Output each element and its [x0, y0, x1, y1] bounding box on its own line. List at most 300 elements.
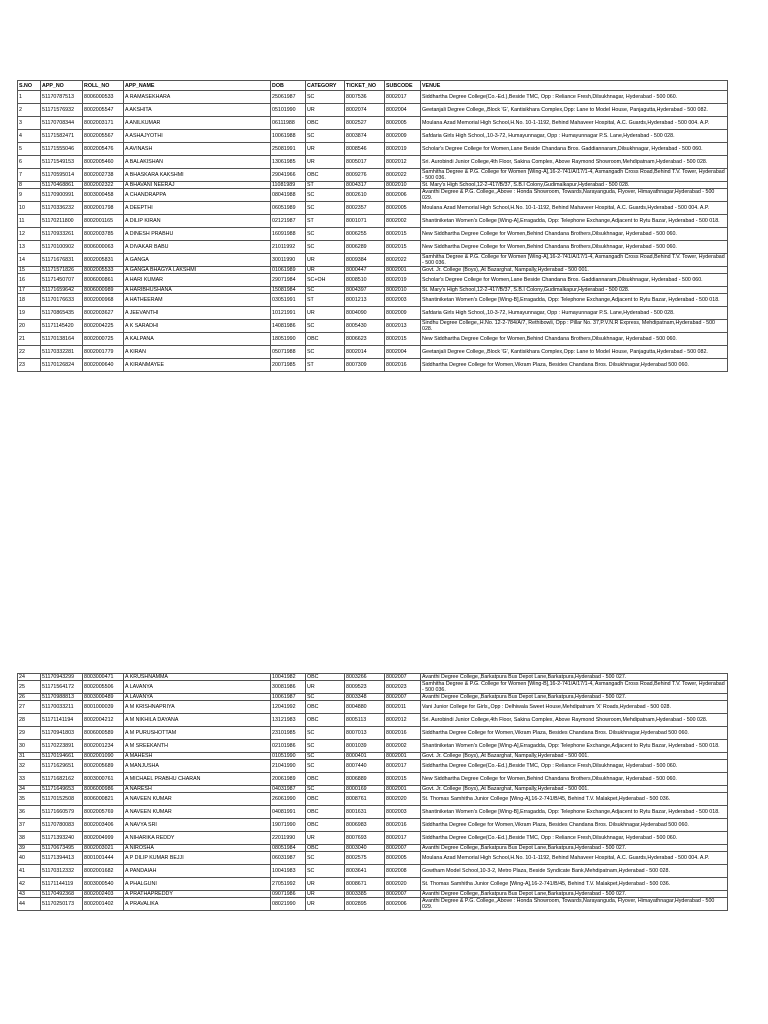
dob-cell: 10041982 [271, 674, 306, 681]
subcode-cell: 8002001 [385, 267, 421, 274]
category-cell: OBC [306, 806, 345, 819]
venue-cell: Moulana Azad Memorial High School,H.No. 10-1-1192, Behind Mahaveer Hospital, A.C. Guards,Hyderabad - 500 004. A.P. [421, 117, 728, 130]
ticket-no-cell: 8007536 [345, 91, 385, 104]
sno-cell: 22 [18, 346, 41, 359]
category-cell: SC+OH [306, 274, 345, 287]
app-name-cell: A DINESH PRABHU [124, 228, 271, 241]
venue-cell: Moulana Azad Memorial High School,H.No. 10-1-1192, Behind Mahaveer Hospital, A.C. Guards,Hyderabad - 500 004. A.P. [421, 202, 728, 215]
app-name-cell: A RAMASEKHARA [124, 91, 271, 104]
roll-no-cell: 8002005831 [83, 254, 124, 267]
ticket-no-cell: 8007309 [345, 359, 385, 372]
app-no-cell: 51170468861 [41, 182, 83, 189]
col-header-venue: VENUE [421, 81, 728, 91]
table-row [18, 359, 728, 372]
subcode-cell: 8002015 [385, 773, 421, 786]
ticket-no-cell: 8002357 [345, 202, 385, 215]
roll-no-cell: 8002001090 [83, 753, 124, 760]
roll-no-cell: 8006000533 [83, 91, 124, 104]
ticket-no-cell: 8004090 [345, 307, 385, 320]
ticket-no-cell: 8002074 [345, 104, 385, 117]
sno-cell: 5 [18, 143, 41, 156]
roll-no-cell: 8002001165 [83, 215, 124, 228]
dob-cell: 09071986 [271, 891, 306, 898]
subcode-cell: 8002006 [385, 898, 421, 911]
dob-cell: 02121987 [271, 215, 306, 228]
roll-no-cell: 8006000589 [83, 727, 124, 740]
sno-cell: 33 [18, 773, 41, 786]
table-row [18, 156, 728, 169]
roll-no-cell: 8002005689 [83, 760, 124, 773]
venue-cell: Sri. Aurobindi Junior College,4th Floor, Sakina Complex, Above Raymond Showroom,Mehdipatnam,Hyderabad - 500 028. [421, 156, 728, 169]
dob-cell: 29071984 [271, 274, 306, 287]
subcode-cell: 8002007 [385, 674, 421, 681]
sno-cell: 11 [18, 215, 41, 228]
category-cell: ST [306, 359, 345, 372]
app-name-cell: A BHASKARA KAKSHMI [124, 169, 271, 182]
table-row [18, 182, 728, 189]
sno-cell: 23 [18, 359, 41, 372]
col-header-sno: S.NO [18, 81, 41, 91]
ticket-no-cell: 8001213 [345, 294, 385, 307]
dob-cell: 19071990 [271, 819, 306, 832]
venue-cell: Samhitha Degree & P.G. College for Women [Wing-A],16-2-741/A/17/1-4, Asmangadh Cross Road,Behind T.V. Tower, Hyderabad - 500 036. [421, 169, 728, 182]
sno-cell: 17 [18, 287, 41, 294]
table-row [18, 215, 728, 228]
subcode-cell: 8002003 [385, 806, 421, 819]
ticket-no-cell: 8007440 [345, 760, 385, 773]
category-cell: OBC [306, 333, 345, 346]
subcode-cell: 8002023 [385, 681, 421, 694]
roll-no-cell: 8002004212 [83, 714, 124, 727]
subcode-cell: 8002015 [385, 228, 421, 241]
app-name-cell: A MANJUSHA [124, 760, 271, 773]
dob-cell: 25061987 [271, 91, 306, 104]
sno-cell: 12 [18, 228, 41, 241]
roll-no-cell: 8002003021 [83, 845, 124, 852]
app-name-cell: A BALAKISHAN [124, 156, 271, 169]
ticket-no-cell: 8008546 [345, 143, 385, 156]
app-no-cell: 51170250173 [41, 898, 83, 911]
roll-no-cell: 8006000861 [83, 274, 124, 287]
roll-no-cell: 8002005460 [83, 156, 124, 169]
table-row [18, 865, 728, 878]
app-name-cell: A GANGA BHAGYA LAKSHMI [124, 267, 271, 274]
dob-cell: 05101990 [271, 104, 306, 117]
subcode-cell: 8002019 [385, 143, 421, 156]
category-cell: OBC [306, 845, 345, 852]
subcode-cell: 8002008 [385, 865, 421, 878]
sno-cell: 18 [18, 294, 41, 307]
venue-cell: Moulana Azad Memorial High School,H.No. 10-1-1192, Behind Mahaveer Hospital, A.C. Guards,Hyderabad - 500 004. A.P. [421, 852, 728, 865]
roll-no-cell: 8002001779 [83, 346, 124, 359]
roll-no-cell: 8002002322 [83, 182, 124, 189]
dob-cell: 02101986 [271, 740, 306, 753]
sno-cell: 1 [18, 91, 41, 104]
roll-no-cell: 8002005547 [83, 104, 124, 117]
venue-cell: Avanthi Degree College,,Barkatpura Bus Depot Lane,Barkatpura,Hyderabad - 500 027. [421, 891, 728, 898]
app-name-cell: A KRUSHNAMMA [124, 674, 271, 681]
table-row [18, 714, 728, 727]
ticket-no-cell: 8006623 [345, 333, 385, 346]
app-no-cell: 51170100902 [41, 241, 83, 254]
ticket-no-cell: 8003874 [345, 130, 385, 143]
subcode-cell: 8002012 [385, 714, 421, 727]
ticket-no-cell: 8000447 [345, 267, 385, 274]
app-no-cell: 51170336232 [41, 202, 83, 215]
ticket-no-cell: 8005017 [345, 156, 385, 169]
venue-cell: Scholar's Degree College for Women,Lane Beside Chandana Bros. Gaddiannaram,Dilsukhnagar, Hyderabad - 500 060. [421, 274, 728, 287]
venue-cell: Gowtham Model School,10-3-2, Metro Plaza, Beside Syndicate Bank,Mehdipatnam,Hyderabad - 500 028. [421, 865, 728, 878]
app-no-cell: 51171145420 [41, 320, 83, 333]
subcode-cell: 8002003 [385, 294, 421, 307]
sno-cell: 27 [18, 701, 41, 714]
candidate-table-page-1 [17, 80, 728, 372]
roll-no-cell: 8002003627 [83, 307, 124, 320]
roll-no-cell: 8002004999 [83, 832, 124, 845]
app-no-cell: 51170941803 [41, 727, 83, 740]
table-row [18, 681, 728, 694]
table-row [18, 786, 728, 793]
roll-no-cell: 8002000640 [83, 359, 124, 372]
app-name-cell: A NIROSHA [124, 845, 271, 852]
sno-cell: 37 [18, 819, 41, 832]
app-name-cell: A NAVYA SRI [124, 819, 271, 832]
app-no-cell: 51170312332 [41, 865, 83, 878]
venue-cell: Geetanjali Degree College,,Block 'G', Kantisikhara Complex,Opp: Lane to Model House, Panjagutta,Hyderabad - 500 082. [421, 104, 728, 117]
subcode-cell: 8002010 [385, 287, 421, 294]
app-name-cell: A K SARADHI [124, 320, 271, 333]
category-cell: SC [306, 865, 345, 878]
subcode-cell: 8002012 [385, 156, 421, 169]
col-header-category: CATEGORY [306, 81, 345, 91]
category-cell: OBC [306, 674, 345, 681]
table-row [18, 852, 728, 865]
app-no-cell: 51170595014 [41, 169, 83, 182]
roll-no-cell: 8002001798 [83, 202, 124, 215]
app-no-cell: 51170126824 [41, 359, 83, 372]
app-no-cell: 51170492368 [41, 891, 83, 898]
venue-cell: Shantiniketan Women's College [Wing-B],Erragadda, Opp: Telephone Exchange,Adjacent to Rytu Bazar, Hyderabad - 500 018. [421, 806, 728, 819]
app-no-cell: 51171564172 [41, 681, 83, 694]
dob-cell: 14081986 [271, 320, 306, 333]
app-name-cell: A MAHESH [124, 753, 271, 760]
dob-cell: 04081991 [271, 806, 306, 819]
dob-cell: 10041983 [271, 865, 306, 878]
app-name-cell: A P DILIP KUMAR BEJJI [124, 852, 271, 865]
ticket-no-cell: 8006889 [345, 773, 385, 786]
subcode-cell: 8002005 [385, 117, 421, 130]
app-name-cell: A LAVANYA [124, 681, 271, 694]
ticket-no-cell: 8000401 [345, 753, 385, 760]
venue-cell: Shantiniketan Women's College [Wing-B],Erragadda, Opp: Telephone Exchange,Adjacent to Rytu Bazar, Hyderabad - 500 018. [421, 294, 728, 307]
venue-cell: Sindhu Degree College,,H.No. 12-2-784/A/7, Rethibowli, Opp : Pillar No. 37,P.V.N.R Express, Mehdipatnam,Hyderabad - 500 028. [421, 320, 728, 333]
app-name-cell: A KIRAN [124, 346, 271, 359]
category-cell: UR [306, 832, 345, 845]
app-no-cell: 51171394413 [41, 852, 83, 865]
roll-no-cell: 8002003406 [83, 819, 124, 832]
sno-cell: 25 [18, 681, 41, 694]
subcode-cell: 8002017 [385, 760, 421, 773]
dob-cell: 22011990 [271, 832, 306, 845]
sno-cell: 14 [18, 254, 41, 267]
roll-no-cell: 8003000540 [83, 878, 124, 891]
ticket-no-cell: 8005113 [345, 714, 385, 727]
app-no-cell: 51170673495 [41, 845, 83, 852]
dob-cell: 21041990 [271, 760, 306, 773]
category-cell: UR [306, 254, 345, 267]
venue-cell: New Siddhartha Degree College for Women,Behind Chandana Brothers,Dilsukhnagar, Hyderabad - 500 060. [421, 333, 728, 346]
app-no-cell: 51171141194 [41, 714, 83, 727]
dob-cell: 29041966 [271, 169, 306, 182]
table-row [18, 793, 728, 806]
table-row [18, 320, 728, 333]
venue-cell: Govt. Jr. College (Boys),,At Bazarghat, Nampally,Hyderabad - 500 001. [421, 786, 728, 793]
table-row [18, 294, 728, 307]
category-cell: OBC [306, 793, 345, 806]
app-no-cell: 51170780083 [41, 819, 83, 832]
subcode-cell: 8002013 [385, 320, 421, 333]
venue-cell: Geetanjali Degree College,,Block 'G', Kantisikhara Complex,Opp: Lane to Model House, Panjagutta,Hyderabad - 500 082. [421, 346, 728, 359]
app-no-cell: 51171659642 [41, 287, 83, 294]
app-no-cell: 51171676831 [41, 254, 83, 267]
dob-cell: 03051991 [271, 294, 306, 307]
app-no-cell: 51170332281 [41, 346, 83, 359]
category-cell: UR [306, 891, 345, 898]
category-cell: SC [306, 727, 345, 740]
roll-no-cell: 8002005769 [83, 806, 124, 819]
sno-cell: 36 [18, 806, 41, 819]
sno-cell: 3 [18, 117, 41, 130]
dob-cell: 16091988 [271, 228, 306, 241]
sno-cell: 10 [18, 202, 41, 215]
table-row [18, 727, 728, 740]
roll-no-cell: 8003000471 [83, 674, 124, 681]
dob-cell: 01061989 [271, 267, 306, 274]
venue-cell: Govt. Jr. College (Boys),,At Bazarghat, Nampally,Hyderabad - 500 001. [421, 753, 728, 760]
table-header-row [18, 81, 728, 91]
ticket-no-cell: 8009276 [345, 169, 385, 182]
table-row [18, 891, 728, 898]
roll-no-cell: 8002005567 [83, 130, 124, 143]
venue-cell: Vani Junior College for Girls,,Opp : Delhiwala Sweet House,Mehdipatnam 'X' Roads,Hyderabad - 500 028. [421, 701, 728, 714]
app-no-cell: 51171555046 [41, 143, 83, 156]
category-cell: UR [306, 681, 345, 694]
candidate-table-page-2 [17, 673, 728, 911]
roll-no-cell: 8006000986 [83, 786, 124, 793]
category-cell: UR [306, 307, 345, 320]
app-name-cell: A DIVAKAR BABU [124, 241, 271, 254]
table-row [18, 130, 728, 143]
ticket-no-cell: 8004317 [345, 182, 385, 189]
app-name-cell: A MICHAEL PRABHU CHARAN [124, 773, 271, 786]
table-row [18, 819, 728, 832]
app-no-cell: 51170033211 [41, 701, 83, 714]
app-no-cell: 51171393240 [41, 832, 83, 845]
sno-cell: 35 [18, 793, 41, 806]
sno-cell: 16 [18, 274, 41, 287]
dob-cell: 06031987 [271, 852, 306, 865]
roll-no-cell: 8003000761 [83, 773, 124, 786]
category-cell: SC [306, 852, 345, 865]
category-cell: SC [306, 740, 345, 753]
app-name-cell: A AKSHITA [124, 104, 271, 117]
app-no-cell: 51170943299 [41, 674, 83, 681]
subcode-cell: 8002009 [385, 130, 421, 143]
venue-cell: Siddhartha Degree College(Co.-Ed.),Beside TMC, Opp : Reliance Fresh,Dilsukhnagar, Hyderabad - 500 060. [421, 760, 728, 773]
venue-cell: Avanthi Degree College,,Barkatpura Bus Depot Lane,Barkatpura,Hyderabad - 500 027. [421, 845, 728, 852]
app-name-cell: A CHANDRAPPA [124, 189, 271, 202]
venue-cell: Avanthi Degree & P.G. College,,Above : Honda Showroom, Towards,Narayanguda, Flyover, Himayathnagar,Hyderabad - 500 029. [421, 898, 728, 911]
dob-cell: 18051990 [271, 333, 306, 346]
subcode-cell: 8002004 [385, 104, 421, 117]
category-cell: SC [306, 694, 345, 701]
app-no-cell: 51171144119 [41, 878, 83, 891]
sno-cell: 34 [18, 786, 41, 793]
venue-cell: Samhitha Degree & P.G. College for Women [Wing-A],16-2-741/A/17/1-4, Asmangadh Cross Road,Behind T.V. Tower, Hyderabad - 500 036. [421, 254, 728, 267]
col-header-dob: DOB [271, 81, 306, 91]
subcode-cell: 8002010 [385, 182, 421, 189]
dob-cell: 30011990 [271, 254, 306, 267]
roll-no-cell: 8006000989 [83, 287, 124, 294]
dob-cell: 01051990 [271, 753, 306, 760]
ticket-no-cell: 8001039 [345, 740, 385, 753]
venue-cell: St. Mary's High School,12-2-417/B/37, S.B.I Colony,Gudimalkapur,Hyderabad - 500 028. [421, 287, 728, 294]
ticket-no-cell: 8001631 [345, 806, 385, 819]
app-no-cell: 51171549153 [41, 156, 83, 169]
venue-cell: Govt. Jr. College (Boys),,At Bazarghat, Nampally,Hyderabad - 500 001. [421, 267, 728, 274]
subcode-cell: 8002016 [385, 819, 421, 832]
table-row [18, 333, 728, 346]
subcode-cell: 8002002 [385, 740, 421, 753]
ticket-no-cell: 8006983 [345, 819, 385, 832]
app-no-cell: 51170152508 [41, 793, 83, 806]
venue-cell: Siddhartha Degree College(Co.-Ed.),Beside TMC, Opp : Reliance Fresh,Dilsukhnagar, Hyderabad - 500 060. [421, 91, 728, 104]
table-row [18, 773, 728, 786]
venue-cell: Samhitha Degree & P.G. College for Women [Wing-B],16-2-741/A/17/1-4, Asmangadh Cross Road,Behind T.V. Tower, Hyderabad - 500 036. [421, 681, 728, 694]
subcode-cell: 8002007 [385, 694, 421, 701]
app-name-cell: A HARIBHUSHANA [124, 287, 271, 294]
roll-no-cell: 8003000489 [83, 694, 124, 701]
category-cell: SC [306, 241, 345, 254]
ticket-no-cell: 8003040 [345, 845, 385, 852]
category-cell: OBC [306, 169, 345, 182]
col-header-subcode: SUBCODE [385, 81, 421, 91]
table-row [18, 241, 728, 254]
subcode-cell: 8002009 [385, 307, 421, 320]
roll-no-cell: 8002001682 [83, 865, 124, 878]
table-row [18, 117, 728, 130]
category-cell: SC [306, 130, 345, 143]
venue-cell: New Siddhartha Degree College for Women,Behind Chandana Brothers,Dilsukhnagar, Hyderabad - 500 060. [421, 228, 728, 241]
dob-cell: 11081989 [271, 182, 306, 189]
table-row [18, 267, 728, 274]
dob-cell: 20061989 [271, 773, 306, 786]
sno-cell: 13 [18, 241, 41, 254]
subcode-cell: 8002016 [385, 359, 421, 372]
category-cell: UR [306, 267, 345, 274]
table-row [18, 189, 728, 202]
ticket-no-cell: 8001071 [345, 215, 385, 228]
app-no-cell: 51171576932 [41, 104, 83, 117]
app-name-cell: A JEEVANTHI [124, 307, 271, 320]
sno-cell: 43 [18, 891, 41, 898]
sno-cell: 6 [18, 156, 41, 169]
category-cell: OBC [306, 714, 345, 727]
category-cell: ST [306, 294, 345, 307]
subcode-cell: 8002005 [385, 202, 421, 215]
app-name-cell: A PANDAIAH [124, 865, 271, 878]
roll-no-cell: 8002001234 [83, 740, 124, 753]
ticket-no-cell: 8002610 [345, 189, 385, 202]
category-cell: SC [306, 786, 345, 793]
venue-cell: Shantiniketan Women's College [Wing-A],Erragadda, Opp: Telephone Exchange,Adjacent to Rytu Bazar, Hyderabad - 500 018. [421, 740, 728, 753]
venue-cell: Siddhartha Degree College for Women,Vikram Plaza, Besides Chandana Bros. Dilsukhnagar,Hyderabad 500 060. [421, 819, 728, 832]
subcode-cell: 8002004 [385, 346, 421, 359]
subcode-cell: 8002020 [385, 878, 421, 891]
table-row [18, 740, 728, 753]
ticket-no-cell: 8004397 [345, 287, 385, 294]
roll-no-cell: 8002000968 [83, 294, 124, 307]
sno-cell: 24 [18, 674, 41, 681]
category-cell: OBC [306, 819, 345, 832]
subcode-cell: 8002006 [385, 189, 421, 202]
category-cell: SC [306, 202, 345, 215]
category-cell: OBC [306, 701, 345, 714]
dob-cell: 27051992 [271, 878, 306, 891]
ticket-no-cell: 8009523 [345, 681, 385, 694]
ticket-no-cell: 8008671 [345, 878, 385, 891]
ticket-no-cell: 8004880 [345, 701, 385, 714]
dob-cell: 26061990 [271, 793, 306, 806]
roll-no-cell: 8001000039 [83, 701, 124, 714]
subcode-cell: 8002011 [385, 701, 421, 714]
venue-cell: Sri. Aurobindi Junior College,4th Floor, Sakina Complex, Above Raymond Showroom,Mehdipatnam,Hyderabad - 500 028. [421, 714, 728, 727]
dob-cell: 30081986 [271, 681, 306, 694]
venue-cell: Shantiniketan Women's College [Wing-A],Erragadda, Opp: Telephone Exchange,Adjacent to Rytu Bazar, Hyderabad - 500 018. [421, 215, 728, 228]
dob-cell: 15081984 [271, 287, 306, 294]
subcode-cell: 8002022 [385, 169, 421, 182]
dob-cell: 04031987 [271, 786, 306, 793]
table-row [18, 91, 728, 104]
ticket-no-cell: 8003348 [345, 694, 385, 701]
dob-cell: 25081991 [271, 143, 306, 156]
app-name-cell: A GANGA [124, 254, 271, 267]
dob-cell: 06111988 [271, 117, 306, 130]
ticket-no-cell: 8002895 [345, 898, 385, 911]
app-no-cell: 51170211800 [41, 215, 83, 228]
table-row [18, 104, 728, 117]
app-name-cell: A DEEPTHI [124, 202, 271, 215]
roll-no-cell: 8006000821 [83, 793, 124, 806]
roll-no-cell: 8002003171 [83, 117, 124, 130]
venue-cell: Siddhartha Degree College for Women,Vikram Plaza, Besides Chandana Bros. Dilsukhnagar,Hyderabad 500 060. [421, 727, 728, 740]
table-row [18, 694, 728, 701]
category-cell: UR [306, 143, 345, 156]
table-row [18, 845, 728, 852]
app-name-cell: A M SREEKANTH [124, 740, 271, 753]
category-cell: OBC [306, 773, 345, 786]
sno-cell: 32 [18, 760, 41, 773]
category-cell: SC [306, 287, 345, 294]
category-cell: SC [306, 189, 345, 202]
app-no-cell: 51171629651 [41, 760, 83, 773]
venue-cell: Safdaria Girls High School,,10-3-72, Humayunnagar, Opp : Humayunnagar P.S. Lane,Hyderabad - 500 028. [421, 307, 728, 320]
table-row [18, 806, 728, 819]
subcode-cell: 8002005 [385, 852, 421, 865]
roll-no-cell: 8002001402 [83, 898, 124, 911]
venue-cell: St. Thomas Samhitha Junior College [Wing-A],16-2-741/B/45, Behind T.V. Malakpet,Hyderabad - 500 036. [421, 793, 728, 806]
ticket-no-cell: 8007693 [345, 832, 385, 845]
